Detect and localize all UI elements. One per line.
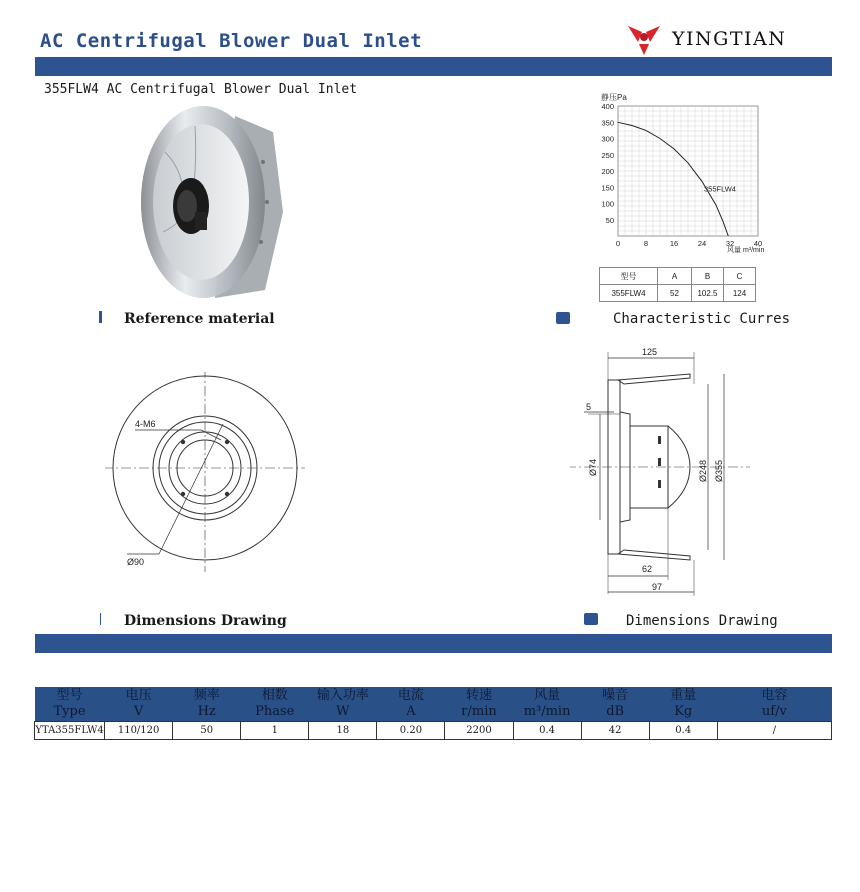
- caption-characteristic: Characteristic Curres: [613, 311, 791, 327]
- spec-c: 124: [724, 285, 756, 302]
- dimension-spec-table: [599, 267, 756, 302]
- column-header-cn: 电流: [397, 688, 424, 703]
- column-header-en: W: [336, 704, 350, 719]
- column-header-cn: 相数: [261, 688, 288, 703]
- chart-series-label: 355FLW4: [704, 184, 736, 194]
- spec-header-model: 型号: [600, 268, 658, 285]
- column-header-cn: 噪音: [602, 688, 629, 703]
- table-row: [35, 722, 832, 740]
- column-header: [309, 687, 377, 722]
- column-header-en: uf/v: [761, 704, 787, 719]
- table-cell: 0.20: [377, 722, 445, 740]
- column-header: [105, 687, 173, 722]
- column-header: [241, 687, 309, 722]
- label-355: Ø355: [714, 459, 724, 482]
- table-cell: 50: [173, 722, 241, 740]
- column-header-en: Phase: [255, 704, 295, 719]
- column-header-cn: 转速: [466, 688, 493, 703]
- chart-ytick-label: 200: [601, 167, 614, 176]
- caption-dimensions-left: Dimensions Drawing: [124, 613, 287, 629]
- front-view-drawing: [105, 372, 305, 572]
- chart-ytick-label: 100: [601, 199, 614, 209]
- chart-xtick-label: 32: [725, 239, 735, 248]
- chart-ylabel: 静压Pa: [601, 93, 627, 102]
- column-header-cn: 电压: [125, 688, 152, 703]
- column-header-en: Kg: [674, 704, 693, 719]
- fan-product-image: [135, 102, 285, 302]
- column-header-cn: 电容: [761, 688, 788, 703]
- column-header-en: V: [133, 704, 144, 719]
- chart-xtick-label: 8: [643, 239, 649, 248]
- page-title: AC Centrifugal Blower Dual Inlet: [40, 30, 423, 52]
- chart-ytick-label: 150: [601, 183, 614, 193]
- characteristic-chart: [585, 88, 785, 268]
- label-97: 97: [652, 582, 663, 592]
- chart-ytick-label: 300: [601, 134, 614, 144]
- label-125: 125: [642, 347, 658, 357]
- caption-reference: Reference material: [124, 311, 275, 327]
- table-cell: 1: [241, 722, 309, 740]
- column-header-cn: 重量: [670, 688, 697, 703]
- label-248: Ø248: [698, 459, 708, 482]
- spec-b: 102.5: [692, 285, 724, 302]
- specifications-table: [34, 687, 832, 740]
- column-header-en: Hz: [197, 704, 216, 719]
- spec-header-a: A: [658, 268, 692, 285]
- chart-ytick-label: 350: [601, 118, 614, 128]
- chart-ytick-label: 50: [605, 215, 614, 225]
- spec-header-b: B: [692, 268, 724, 285]
- chart-xtick-label: 16: [669, 239, 679, 248]
- column-header: [649, 687, 717, 722]
- product-subtitle: 355FLW4 AC Centrifugal Blower Dual Inlet: [44, 82, 358, 97]
- column-header-cn: 风量: [534, 688, 561, 703]
- table-cell: 2200: [445, 722, 513, 740]
- chart-xlabel: 风量 m³/min: [727, 247, 765, 254]
- label-bolt: 4-M6: [135, 419, 156, 429]
- column-header: [513, 687, 581, 722]
- chart-ytick-label: 250: [601, 150, 614, 160]
- spec-a: 52: [658, 285, 692, 302]
- section-bar: [35, 634, 832, 653]
- column-header-en: A: [406, 704, 416, 719]
- table-cell: 0.4: [513, 722, 581, 740]
- caption-marker: [584, 613, 598, 625]
- column-header-en: dB: [606, 704, 625, 719]
- spec-header-c: C: [724, 268, 756, 285]
- column-header-en: m³/min: [523, 704, 571, 719]
- column-header: [173, 687, 241, 722]
- column-header-cn: 输入功率: [316, 688, 369, 703]
- table-cell: 42: [581, 722, 649, 740]
- column-header-en: r/min: [461, 704, 497, 719]
- chart-xtick-label: 0: [615, 239, 621, 248]
- chart-ytick-label: 400: [601, 102, 614, 111]
- label-diameter-90: Ø90: [127, 557, 145, 567]
- table-cell: /: [717, 722, 831, 740]
- column-header: [445, 687, 513, 722]
- chart-xtick-label: 40: [753, 239, 763, 248]
- brand-name: YINGTIAN: [672, 28, 787, 50]
- label-5: 5: [586, 402, 592, 412]
- column-header: [581, 687, 649, 722]
- column-header: [717, 687, 831, 722]
- column-header: [35, 687, 105, 722]
- chart-xtick-label: 24: [697, 239, 707, 248]
- table-cell: 110/120: [105, 722, 173, 740]
- table-cell: 18: [309, 722, 377, 740]
- side-view-drawing: [570, 344, 750, 604]
- chart-series-line: [618, 122, 728, 236]
- column-header-cn: 频率: [193, 688, 220, 703]
- column-header-cn: 型号: [56, 688, 83, 703]
- caption-marker: [100, 613, 101, 625]
- caption-dimensions-right: Dimensions Drawing: [626, 613, 778, 629]
- column-header-en: Type: [53, 704, 86, 719]
- header-bar: [35, 57, 832, 76]
- yingtian-logo-icon: [626, 22, 662, 56]
- label-62: 62: [642, 564, 653, 574]
- table-cell: 0.4: [649, 722, 717, 740]
- column-header: [377, 687, 445, 722]
- caption-marker: [99, 311, 102, 323]
- caption-marker: [556, 312, 570, 324]
- spec-model: 355FLW4: [600, 285, 658, 302]
- label-74: Ø74: [588, 458, 598, 476]
- table-cell: YTA355FLW4: [35, 722, 105, 740]
